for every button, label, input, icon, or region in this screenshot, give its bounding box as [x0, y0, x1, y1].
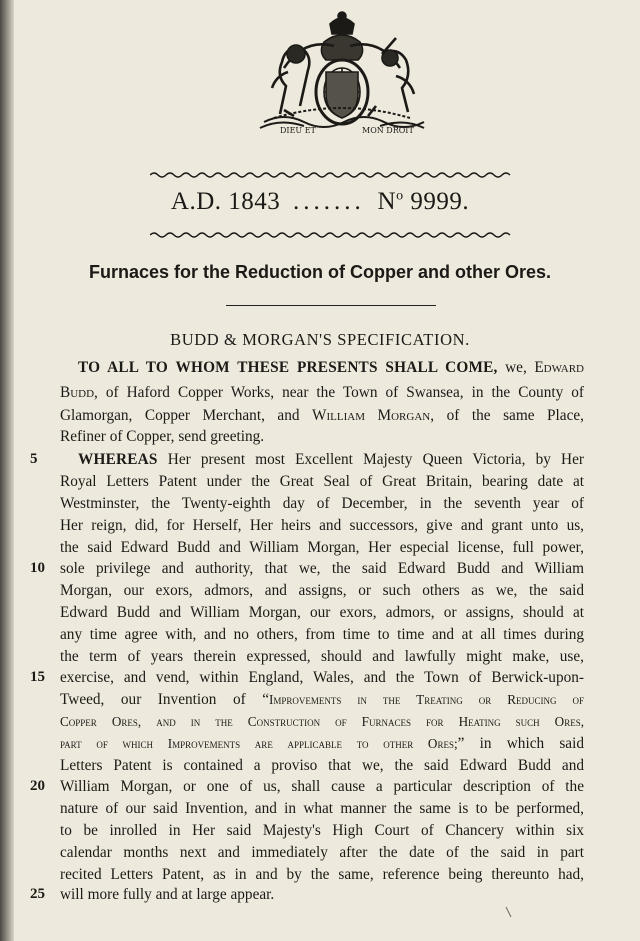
text-line-1: TO ALL TO WHOM THESE PRESENTS SHALL COME, we, Edward: [78, 359, 584, 376]
text-line-19: Letters Patent is contained a proviso that we, the said Edward Budd and: [60, 757, 584, 774]
page-binding-shadow: [0, 0, 14, 941]
text-line-14: the term of years therein expressed, should and lawfully might make, use,: [60, 648, 584, 665]
royal-coat-of-arms-icon: [244, 10, 440, 140]
document-title: Furnaces for the Reduction of Copper and other Ores.: [88, 262, 552, 282]
svg-text:MON DROIT: MON DROIT: [362, 126, 414, 135]
leader-dots: .......: [293, 188, 365, 215]
text-line-17: Copper Ores, and in the Construction of Furnaces for Heating such Ores,: [60, 714, 584, 729]
ornamental-rule-top: [150, 171, 515, 179]
text-line-13: any time agree with, and no others, from time to time and at all times during: [60, 626, 584, 643]
text-line-8: Her reign, did, for Herself, Her heirs and successors, give and grant unto us,: [60, 517, 584, 534]
text-line-21: nature of our said Invention, and in what manner the same is to be performed,: [60, 800, 584, 817]
text-line-10: sole privilege and authority, that we, the said Edward Budd and William: [60, 560, 584, 577]
line-number: 5: [30, 451, 38, 467]
line-number: 15: [30, 669, 45, 685]
text-line-15: exercise, and vend, within England, Wales, and the Town of Berwick-upon-: [60, 669, 584, 686]
text-line-12: Edward Budd and William Morgan, our exors, admors, or assigns, should at: [60, 604, 584, 621]
text-line-5: WHEREAS Her present most Excellent Majesty Queen Victoria, by Her: [78, 451, 584, 468]
text-line-11: Morgan, our exors, admors, and assigns, or such others as we, the said: [60, 582, 584, 599]
text-line-23: calendar months next and immediately after the date of the said in part: [60, 844, 584, 861]
line-number: 10: [30, 560, 45, 576]
line-number: 25: [30, 886, 45, 902]
text-line-4: Refiner of Copper, send greeting.: [60, 428, 265, 445]
line-number: 20: [30, 778, 45, 794]
text-line-3: Glamorgan, Copper Merchant, and William Morgan, of the same Place,: [60, 407, 584, 424]
text-line-24: recited Letters Patent, as in and by the same, reference being thereunto had,: [60, 866, 584, 883]
text-line-9: the said Edward Budd and William Morgan, Her especial license, full power,: [60, 539, 584, 556]
text-line-22: to be inrolled in Her said Majesty's High Court of Chancery within six: [60, 822, 584, 839]
text-line-6: Royal Letters Patent under the Great Seal of Great Britain, bearing date at: [60, 473, 584, 490]
text-line-18: part of which Improvements are applicable to other Ores;” in which said: [60, 735, 584, 752]
ornamental-rule-bottom: [150, 231, 515, 239]
text-line-7: Westminster, the Twenty-eighth day of December, in the seventh year of: [60, 495, 584, 512]
text-line-20: William Morgan, or one of us, shall cause a particular description of the: [60, 778, 584, 795]
patent-year: A.D. 1843: [170, 188, 281, 215]
text-line-16: Tweed, our Invention of “Improvements in the Treating or Reducing of: [60, 691, 584, 708]
divider: [226, 305, 436, 306]
text-line-25: will more fully and at large appear.: [60, 886, 275, 903]
number-prefix: N: [377, 188, 397, 215]
svg-text:DIEU ET: DIEU ET: [280, 126, 316, 135]
ink-mark: [505, 906, 513, 918]
number-sup: o: [396, 188, 404, 204]
patent-number: 9999.: [410, 188, 470, 215]
text-line-2: Budd, of Haford Copper Works, near the Town of Swansea, in the County of: [60, 384, 584, 401]
specification-heading: BUDD & MORGAN'S SPECIFICATION.: [170, 330, 470, 349]
patent-number-line: [0, 188, 640, 216]
